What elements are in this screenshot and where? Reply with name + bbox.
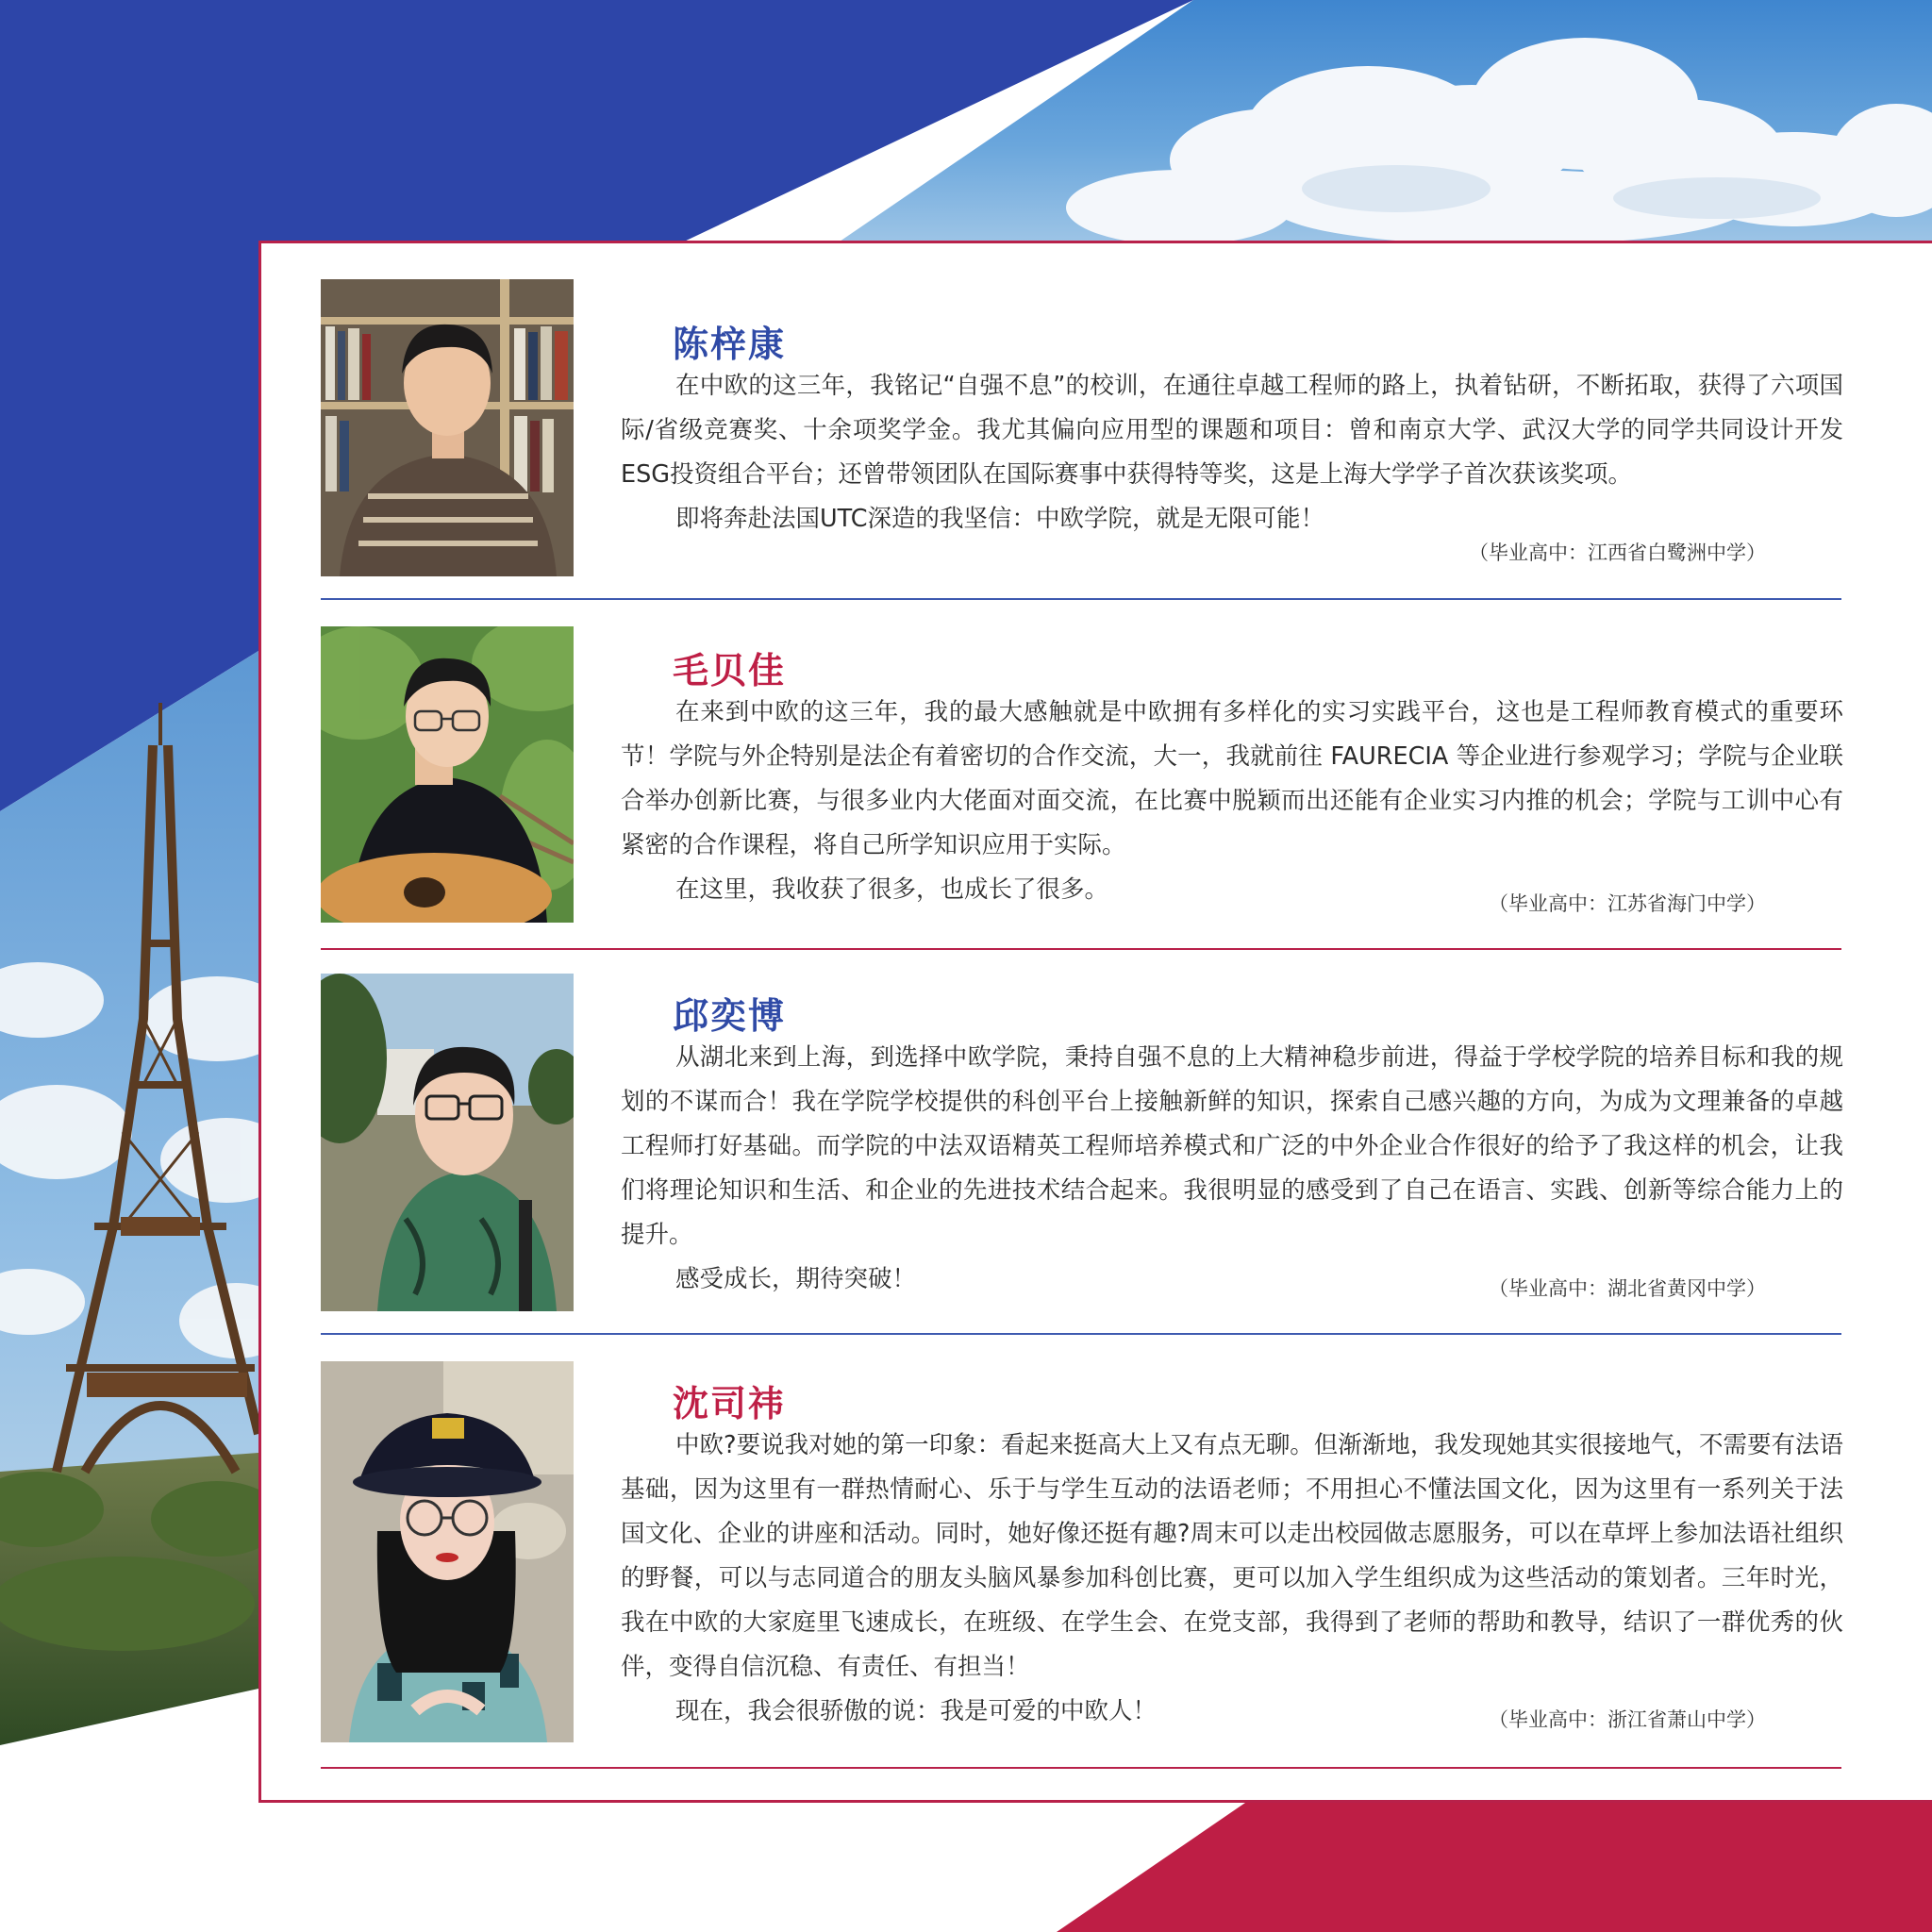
testimonial-paragraph: 从湖北来到上海，到选择中欧学院，秉持自强不息的上大精神稳步前进，得益于学校学院的培养目标和我的规划的不谋而合！我在学院学校提供的科创平台上接触新鲜的知识，探索自己感兴趣的方向，为成为文理兼备的卓越工程师打好基础。而学院的中法双语精英工程师培养模式和广泛的中外企业合作很好的给予了我这样的机会，让我们将理论知识和生活、和企业的先进技术结合起来。我很明显的感受到了自己在语言、实践、创新等综合能力上的提升。 bbox=[621, 1043, 1843, 1249]
testimonial-paragraph: 即将奔赴法国UTC深造的我坚信：中欧学院，就是无限可能！ bbox=[675, 505, 1325, 533]
school-note: （毕业高中：湖北省黄冈中学） bbox=[1489, 1277, 1766, 1300]
school-note: （毕业高中：浙江省萧山中学） bbox=[1489, 1708, 1766, 1731]
testimonial-text bbox=[621, 364, 1843, 541]
student-photo bbox=[321, 1361, 574, 1742]
testimonial-entry bbox=[321, 279, 1841, 576]
entry-divider bbox=[321, 598, 1841, 600]
entry-divider bbox=[321, 948, 1841, 950]
testimonial-entry bbox=[321, 974, 1841, 1311]
testimonial-paragraph: 在中欧的这三年，我铭记“自强不息”的校训，在通往卓越工程师的路上，执着钻研，不断拓取，获得了六项国际/省级竞赛奖、十余项奖学金。我尤其偏向应用型的课题和项目：曾和南京大学、武汉大学的同学共同设计开发ESG投资组合平台；还曾带领团队在国际赛事中获得特等奖，这是上海大学学子首次获该奖项。 bbox=[621, 372, 1843, 489]
testimonial-paragraph: 在这里，我收获了很多，也成长了很多。 bbox=[675, 875, 1109, 904]
testimonial-entry bbox=[321, 626, 1841, 923]
testimonial-paragraph: 在来到中欧的这三年，我的最大感触就是中欧拥有多样化的实习实践平台，这也是工程师教育模式的重要环节！学院与外企特别是法企有着密切的合作交流，大一，我就前往 FAURECIA 等企业进行参观学习；学院与企业联合举办创新比赛，与很多业内大佬面对面交流，在比赛中脱颖而出还能有企业实习内推的机会；学院与工训中心有紧密的合作课程，将自己所学知识应用于实际。 bbox=[621, 698, 1843, 859]
student-name: 毛贝佳 bbox=[673, 650, 787, 691]
student-photo bbox=[321, 626, 574, 923]
testimonial-text bbox=[621, 1424, 1843, 1734]
school-note: （毕业高中：江苏省海门中学） bbox=[1489, 892, 1766, 915]
testimonial-entry bbox=[321, 1361, 1841, 1742]
testimonial-paragraph: 中欧?要说我对她的第一印象：看起来挺高大上又有点无聊。但渐渐地，我发现她其实很接地气，不需要有法语基础，因为这里有一群热情耐心、乐于与学生互动的法语老师；不用担心不懂法国文化，因为这里有一系列关于法国文化、企业的讲座和活动。同时，她好像还挺有趣?周末可以走出校园做志愿服务，可以在草坪上参加法语社组织的野餐，可以与志同道合的朋友头脑风暴参加科创比赛，更可以加入学生组织成为这些活动的策划者。三年时光，我在中欧的大家庭里飞速成长，在班级、在学生会、在党支部，我得到了老师的帮助和教导，结识了一群优秀的伙伴，变得自信沉稳、有责任、有担当！ bbox=[621, 1431, 1843, 1681]
student-name: 陈梓康 bbox=[673, 324, 787, 365]
entry-divider bbox=[321, 1767, 1841, 1769]
testimonial-text bbox=[621, 1036, 1843, 1302]
student-photo bbox=[321, 279, 574, 576]
testimonial-paragraph: 感受成长，期待突破！ bbox=[675, 1265, 917, 1293]
student-name: 邱奕博 bbox=[673, 995, 787, 1037]
testimonial-text bbox=[621, 691, 1843, 912]
entry-divider bbox=[321, 1333, 1841, 1335]
eiffel-tower-photo bbox=[0, 651, 292, 1745]
red-corner bbox=[1057, 1803, 1932, 1932]
testimonial-paragraph: 现在，我会很骄傲的说：我是可爱的中欧人！ bbox=[675, 1697, 1158, 1725]
student-name: 沈司祎 bbox=[673, 1383, 787, 1424]
school-note: （毕业高中：江西省白鹭洲中学） bbox=[1469, 541, 1766, 564]
student-photo bbox=[321, 974, 574, 1311]
